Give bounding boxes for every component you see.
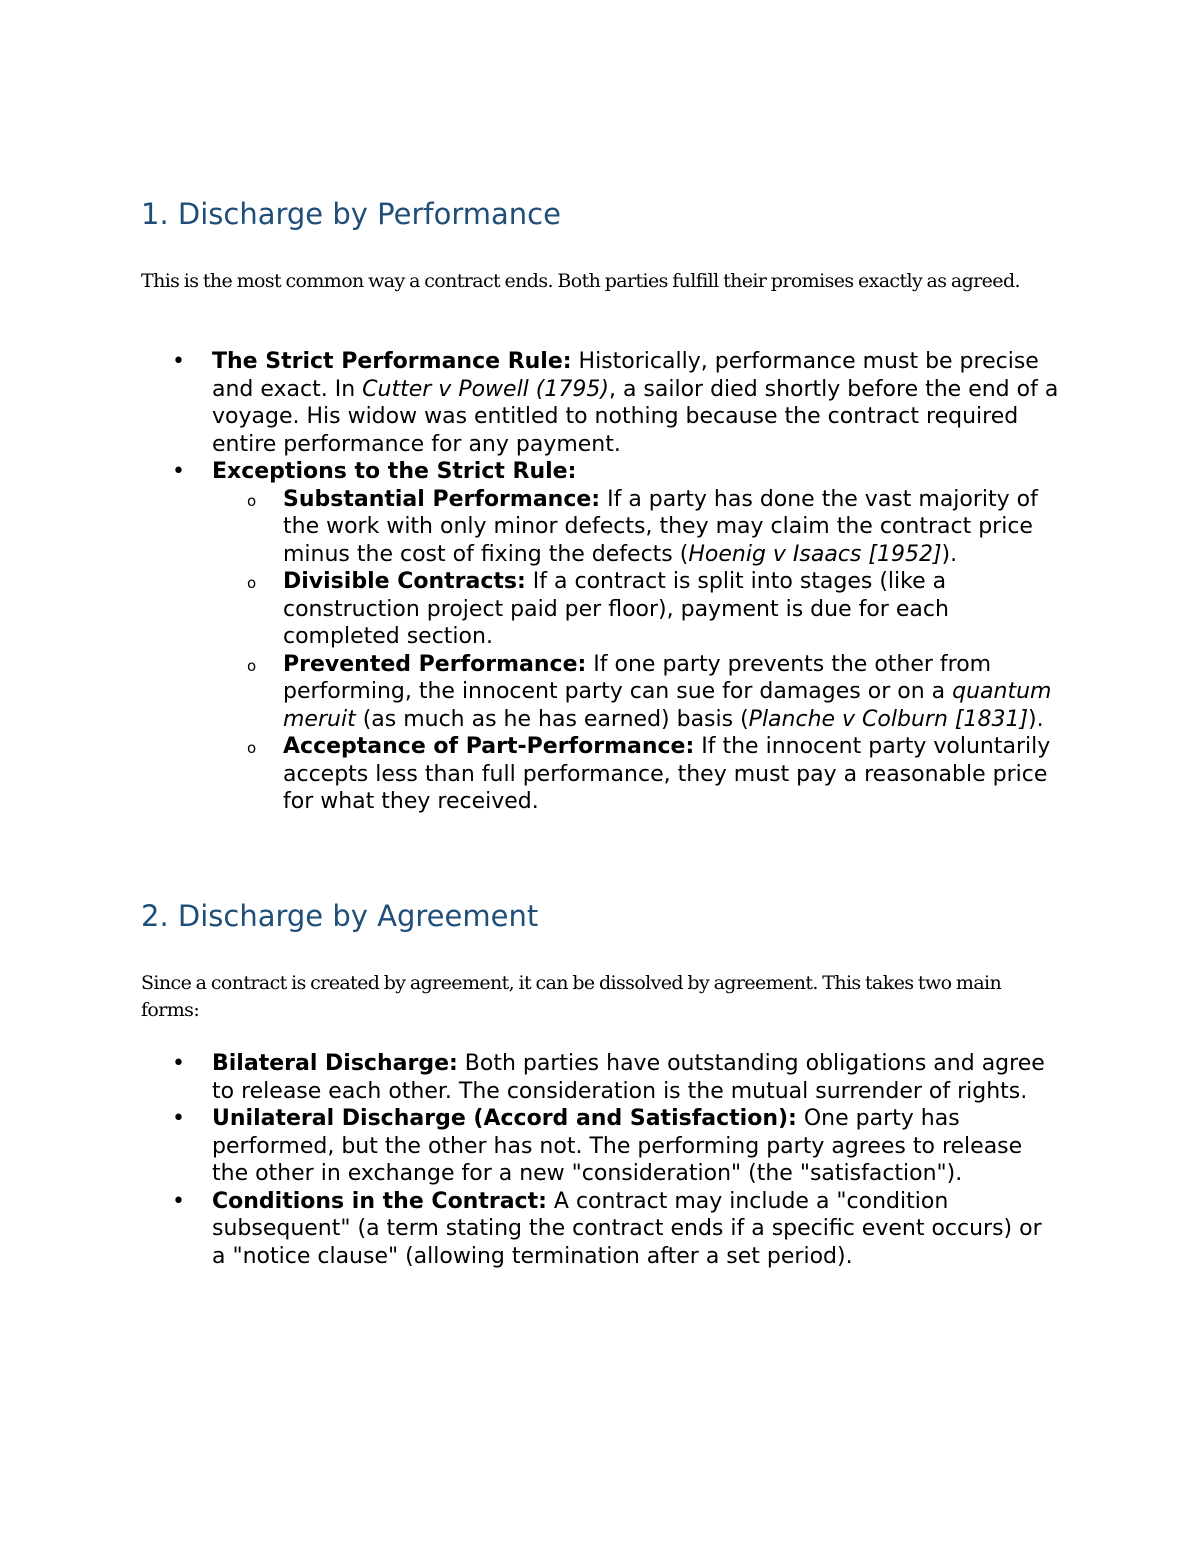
item-text: , a sailor died shortly before the end of a voyage. His widow was entitled to nothing because the contract required entire performance for any payment. <box>212 376 1059 457</box>
sub-list-item <box>0 486 1063 569</box>
section-2-heading: 2. Discharge by Agreement <box>141 899 539 933</box>
circle-bullet-icon: o <box>247 739 257 757</box>
item-text: If one party prevents the other from performing, the innocent party can sue for damages or on a <box>283 651 992 704</box>
circle-bullet-icon: o <box>247 491 257 510</box>
list-item <box>0 458 1062 486</box>
item-text: If the innocent party voluntarily accepts less than full performance, they must pay a reasonable price for what they received. <box>283 734 1051 814</box>
case-citation: Planche v Colburn [1831] <box>748 706 1029 732</box>
item-label: Substantial Performance: <box>283 486 601 512</box>
circle-bullet-icon: o <box>247 574 257 592</box>
item-text: If a contract is split into stages (like a construction project paid per floor), payment is due for each completed section. <box>283 569 949 649</box>
bullet-icon: • <box>172 1051 185 1076</box>
bullet-icon: • <box>172 1188 185 1214</box>
section-1-heading: 1. Discharge by Performance <box>141 197 561 231</box>
latin-term: quantum meruit <box>283 679 1052 732</box>
item-label: Unilateral Discharge (Accord and Satisfaction): <box>212 1106 797 1131</box>
item-text: If a party has done the vast majority of the work with only minor defects, they may claim the contract price minus the cost of fixing the defects ( <box>283 486 1038 567</box>
item-text: Historically, performance must be precise and exact. In <box>212 349 1039 402</box>
list-item <box>0 1050 1062 1105</box>
section-2-list <box>0 1050 1200 1270</box>
section-2-intro: Since a contract is created by agreement, it can be dissolved by agreement. This takes two main forms: <box>141 972 1002 1021</box>
sub-list-item <box>0 733 1063 816</box>
item-label: The Strict Performance Rule: <box>212 349 572 374</box>
item-label: Conditions in the Contract: <box>212 1188 547 1214</box>
item-text: ). <box>1028 706 1044 732</box>
list-item <box>0 348 1062 458</box>
sub-list-item <box>0 651 1063 734</box>
case-citation: Hoenig v Isaacs [1952] <box>688 541 942 567</box>
list-item <box>0 1188 1062 1271</box>
list-item <box>0 1105 1062 1188</box>
section-1-list <box>0 348 1200 816</box>
case-citation: Cutter v Powell (1795) <box>362 376 609 402</box>
item-text: A contract may include a "condition subsequent" (a term stating the contract ends if a specific event occurs) or a "notice clause" (allowing termination after a set period). <box>212 1188 1042 1269</box>
item-text: ). <box>941 541 958 567</box>
circle-bullet-icon: o <box>247 656 257 675</box>
item-label: Divisible Contracts: <box>283 569 526 594</box>
item-text: Both parties have outstanding obligations and agree to release each other. The consideration is the mutual surrender of rights. <box>212 1051 1045 1104</box>
section-1-intro: This is the most common way a contract ends. Both parties fulfill their promises exactly as agreed. <box>141 270 1020 292</box>
item-label: Acceptance of Part-Performance: <box>283 734 695 759</box>
bullet-icon: • <box>172 349 185 374</box>
item-label: Prevented Performance: <box>283 651 587 677</box>
item-text: (as much as he has earned) basis ( <box>355 706 749 732</box>
bullet-icon: • <box>172 1106 185 1131</box>
item-label: Bilateral Discharge: <box>212 1051 458 1076</box>
sub-list-item <box>0 568 1063 651</box>
bullet-icon: • <box>172 459 185 484</box>
item-text: One party has performed, but the other has not. The performing party agrees to release the other in exchange for a new "consideration" (the "satisfaction"). <box>212 1106 1023 1186</box>
item-label: Exceptions to the Strict Rule: <box>212 459 577 484</box>
